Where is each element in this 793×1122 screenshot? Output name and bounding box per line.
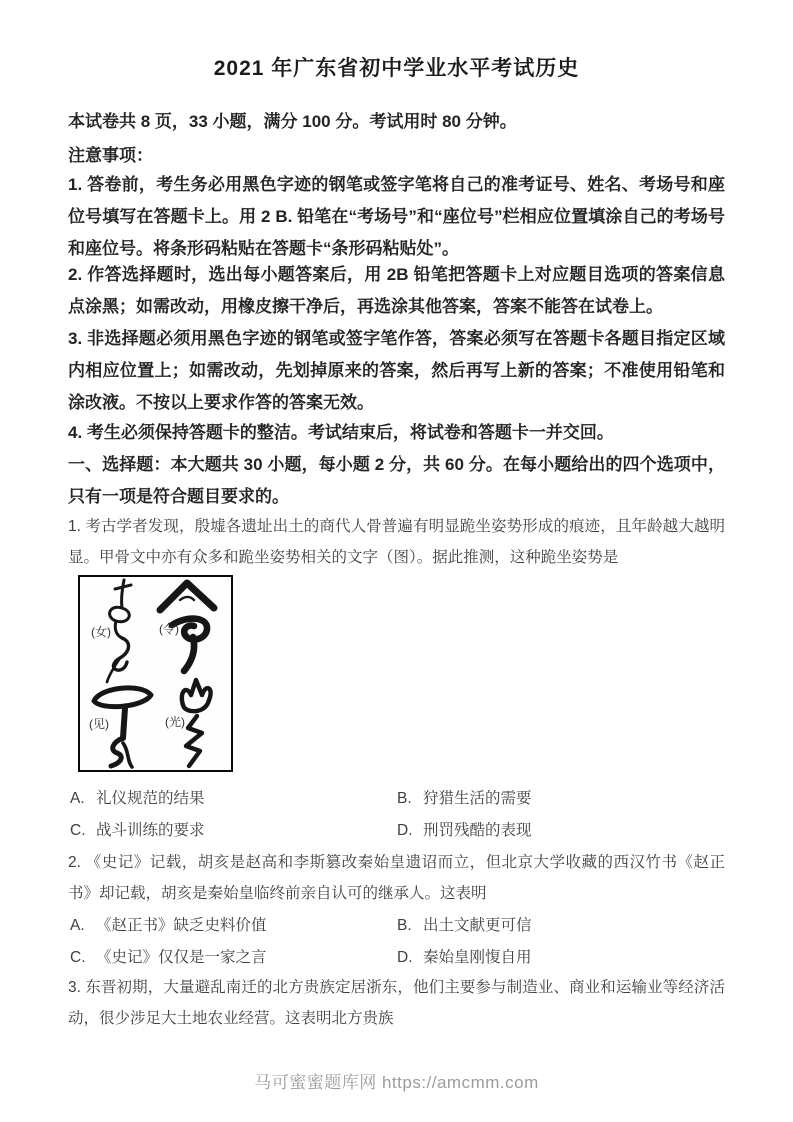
question-2-options-row-1 (68, 910, 725, 941)
option-letter: D. (397, 822, 413, 839)
option-letter: C. (70, 822, 86, 839)
question-1-options-row-1 (68, 783, 725, 814)
figure-label-guang: (光) (165, 715, 185, 729)
question-2-option-c (70, 942, 267, 973)
question-3-stem: 3. 东晋初期，大量避乱南迁的北方贵族定居浙东，他们主要参与制造业、商业和运输业等经济活动，很少涉足大土地农业经营。这表明北方贵族 (68, 979, 725, 1027)
section-heading: 一、选择题：本大题共 30 小题，每小题 2 分，共 60 分。在每小题给出的四个选项中，只有一项是符合题目要求的。 (68, 455, 725, 506)
question-1-option-a (70, 783, 205, 814)
question-1-stem: 1. 考古学者发现，殷墟各遗址出土的商代人骨普遍有明显跪坐姿势形成的痕迹，且年龄越大越明显。甲骨文中亦有众多和跪坐姿势相关的文字（图）。据此推测，这种跪坐姿势是 (68, 518, 725, 566)
figure-label-ling: (令) (159, 622, 179, 636)
oracle-characters-drawing (80, 577, 231, 770)
question-2-option-a (70, 910, 267, 941)
question-1-options-row-2 (68, 815, 725, 846)
option-text: 《史记》仅仅是一家之言 (96, 949, 267, 966)
figure-label-nu: (女) (91, 625, 111, 639)
option-letter: A. (70, 790, 85, 807)
question-1-option-d (397, 815, 532, 846)
option-letter: B. (397, 917, 412, 934)
notice-item-1: 1. 答卷前，考生务必用黑色字迹的钢笔或签字笔将自己的准考证号、姓名、考场号和座位号填写在答题卡上。用 2 B. 铅笔在“考场号”和“座位号”栏相应位置填涂自己的考场号和座位号。将条形码粘贴在答题卡“条形码粘贴处”。 (68, 175, 725, 258)
option-letter: C. (70, 949, 86, 966)
notice-item-2: 2. 作答选择题时，选出每小题答案后，用 2B 铅笔把答题卡上对应题目选项的答案信息点涂黑；如需改动，用橡皮擦干净后，再选涂其他答案，答案不能答在试卷上。 (68, 265, 725, 316)
option-text: 《赵正书》缺乏史料价值 (96, 917, 267, 934)
question-2-options-row-2 (68, 942, 725, 973)
option-text: 礼仪规范的结果 (96, 790, 205, 807)
option-text: 刑罚残酷的表现 (423, 822, 532, 839)
option-text: 秦始皇刚愎自用 (423, 949, 532, 966)
question-2-option-b (397, 910, 532, 941)
question-1-option-c (70, 815, 205, 846)
notice-title: 注意事项： (68, 146, 153, 165)
question-2-stem: 2. 《史记》记载，胡亥是赵高和李斯篡改秦始皇遗诏而立，但北京大学收藏的西汉竹书《赵正书》却记载，胡亥是秦始皇临终前亲自认可的继承人。这表明 (68, 854, 725, 902)
page-title: 2021 年广东省初中学业水平考试历史 (213, 57, 580, 80)
question-2-option-d (397, 942, 532, 973)
question-1-option-b (397, 783, 532, 814)
option-text: 出土文献更可信 (423, 917, 532, 934)
notice-item-4: 4. 考生必须保持答题卡的整洁。考试结束后，将试卷和答题卡一并交回。 (68, 423, 614, 442)
option-letter: A. (70, 917, 85, 934)
notice-item-3: 3. 非选择题必须用黑色字迹的钢笔或签字笔作答，答案必须写在答题卡各题目指定区域内相应位置上；如需改动，先划掉原来的答案，然后再写上新的答案；不准使用铅笔和涂改液。不按以上要求作答的答案无效。 (68, 329, 725, 412)
exam-info-line: 本试卷共 8 页，33 小题，满分 100 分。考试用时 80 分钟。 (68, 112, 517, 131)
oracle-character-guang (182, 680, 211, 766)
figure-label-jian: (见) (89, 717, 109, 731)
option-letter: B. (397, 790, 412, 807)
option-letter: D. (397, 949, 413, 966)
oracle-script-figure (78, 575, 233, 772)
option-text: 战斗训练的要求 (96, 822, 205, 839)
option-text: 狩猎生活的需要 (423, 790, 532, 807)
watermark-footer: 马可蜜蜜题库网 https://amcmm.com (254, 1073, 539, 1092)
